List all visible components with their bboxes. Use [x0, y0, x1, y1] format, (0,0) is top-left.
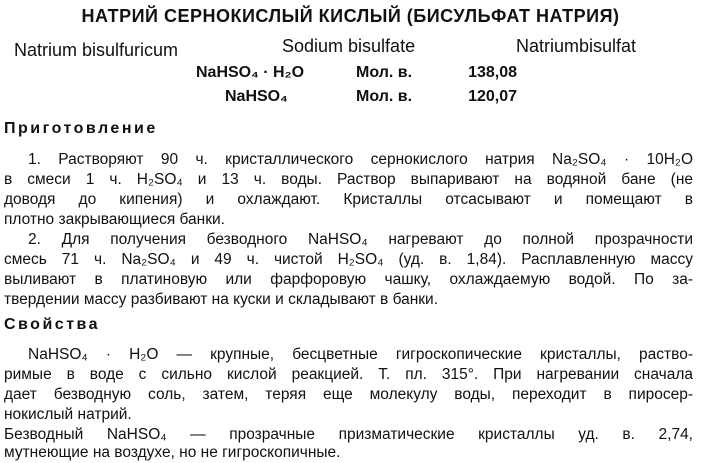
text-line: мутнеющие на воздухе, но не гигроскопичные.	[4, 444, 341, 461]
section-heading-properties: Свойства	[4, 316, 101, 333]
compound-names	[0, 36, 701, 60]
formula: NaHSO₄ · H₂O	[196, 64, 305, 81]
molecular-weight-value: 120,07	[468, 88, 517, 105]
name-latin: Natrium bisulfuricum	[14, 40, 179, 60]
name-english: Sodium bisulfate	[282, 36, 416, 56]
text-line: 2. Для получения безводного NaHSO₄ нагревают до полной прозрачности	[28, 231, 693, 248]
text-line: 1. Растворяют 90 ч. кристаллического сернокислого натрия Na₂SO₄ · 10H₂O	[28, 151, 693, 168]
molecular-weight-value: 138,08	[468, 64, 517, 81]
formula: NaHSO₄	[225, 88, 288, 105]
text-line: нокислый натрий.	[4, 406, 132, 423]
text-line: плотно закрывающиеся банки.	[4, 211, 225, 228]
text-line: в смеси 1 ч. H₂SO₄ и 13 ч. воды. Раствор выпаривают на водяной бане (не	[4, 171, 693, 188]
molecular-weight-label: Мол. в.	[356, 64, 413, 81]
section-heading-preparation: Приготовление	[4, 120, 158, 137]
formula-row-hydrate	[0, 64, 701, 86]
molecular-weight-label: Мол. в.	[356, 88, 413, 105]
text-line: NaHSO₄ · H₂O — крупные, бесцветные гигроскопические кристаллы, раство-	[28, 346, 693, 363]
text-line: выливают в платиновую или фарфоровую чашку, охлаждаемую водой. По за-	[4, 271, 693, 288]
text-line: Безводный NaHSO₄ — прозрачные призматические кристаллы уд. в. 2,74,	[4, 426, 693, 443]
name-german: Natriumbisulfat	[516, 36, 637, 56]
text-line: дает безводную соль, затем, теряя еще молекулу воды, переходит в пиросер-	[4, 386, 693, 403]
page-title: НАТРИЙ СЕРНОКИСЛЫЙ КИСЛЫЙ (БИСУЛЬФАТ НАТРИЯ)	[81, 6, 620, 26]
formula-row-anhydrous	[0, 88, 701, 110]
text-line: доводя до кипения) и охлаждают. Кристаллы отсасывают и помещают в	[4, 191, 693, 208]
text-line: римые в воде с сильно кислой реакцией. Т. пл. 315°. При нагревании сначала	[4, 366, 693, 383]
text-line: смесь 71 ч. Na₂SO₄ и 49 ч. чистой H₂SO₄ (уд. в. 1,84). Расплавленную массу	[4, 251, 693, 268]
text-line: твердении массу разбивают на куски и складывают в банки.	[4, 291, 439, 308]
